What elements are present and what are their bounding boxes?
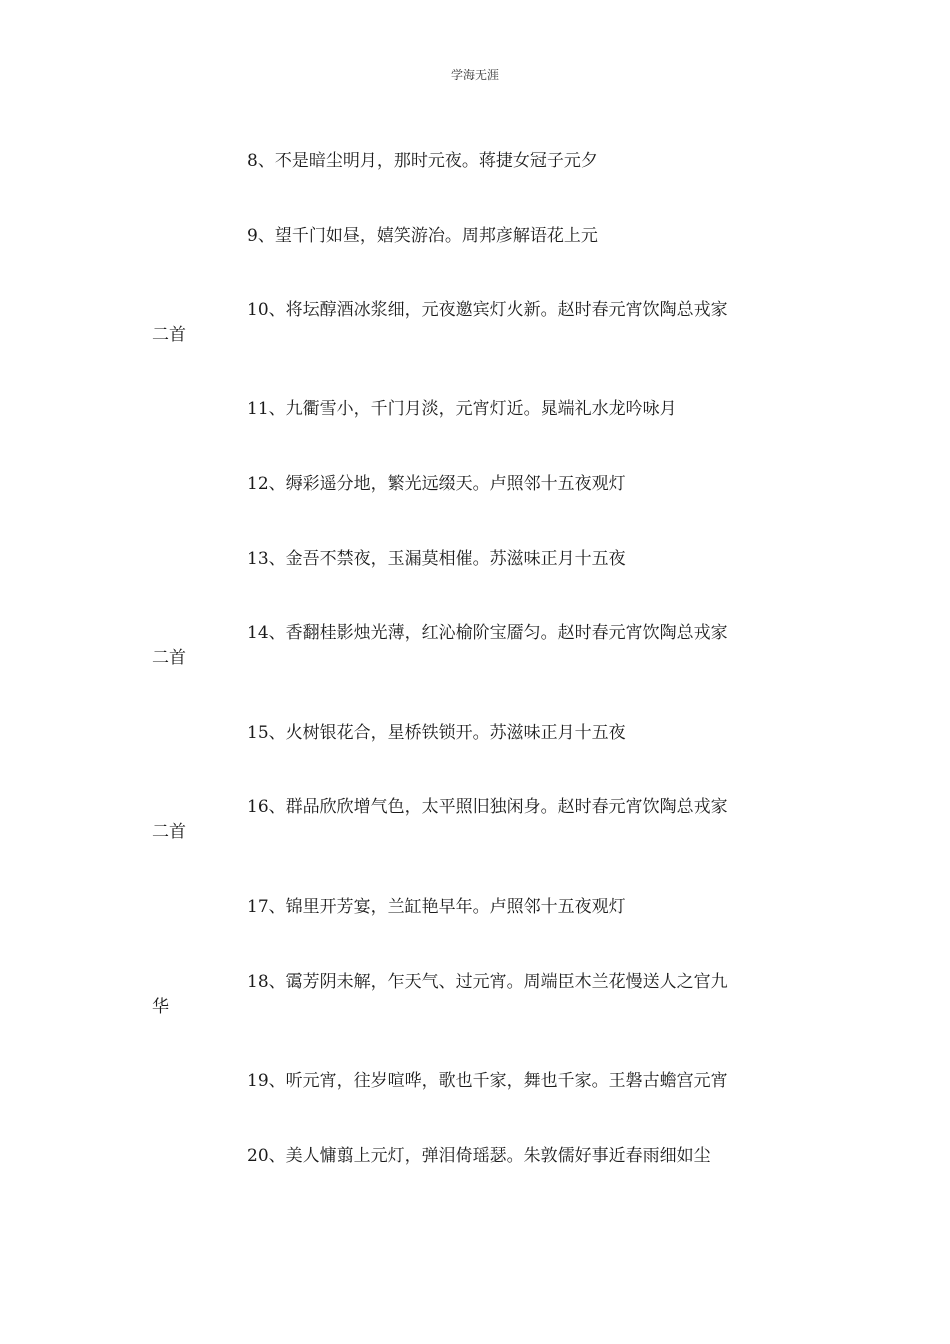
list-item (152, 224, 792, 249)
list-item (152, 397, 792, 422)
entry-line: 10、将坛醇酒冰浆细，元夜邀宾灯火新。赵时春元宵饮陶总戎家 (247, 300, 728, 320)
list-item (152, 895, 792, 920)
entry-line: 14、香翻桂影烛光薄，红沁榆阶宝靥匀。赵时春元宵饮陶总戎家 (247, 623, 728, 643)
entry-line: 17、锦里开芳宴，兰缸艳早年。卢照邻十五夜观灯 (247, 897, 626, 917)
entry-line: 18、霭芳阴未解，乍天气、过元宵。周端臣木兰花慢送人之官九 (247, 972, 728, 992)
entry-continuation: 二首 (152, 648, 186, 668)
list-item (152, 621, 792, 671)
entry-continuation: 二首 (152, 822, 186, 842)
list-item (152, 721, 792, 746)
entry-line: 9、望千门如昼，嬉笑游冶。周邦彦解语花上元 (247, 226, 598, 246)
list-item (152, 149, 792, 174)
list-item (152, 795, 792, 845)
entry-continuation: 二首 (152, 325, 186, 345)
list-item (152, 472, 792, 497)
list-item (152, 1144, 792, 1169)
entry-line: 12、缛彩遥分地，繁光远缀天。卢照邻十五夜观灯 (247, 474, 626, 494)
list-item (152, 298, 792, 348)
entry-line: 16、群品欣欣增气色，太平照旧独闲身。赵时春元宵饮陶总戎家 (247, 797, 728, 817)
entry-line: 8、不是暗尘明月，那时元夜。蒋捷女冠子元夕 (247, 151, 598, 171)
list-item (152, 970, 792, 1020)
entry-line: 13、金吾不禁夜，玉漏莫相催。苏滋味正月十五夜 (247, 549, 626, 569)
entry-line: 19、听元宵，往岁喧哗，歌也千家，舞也千家。王磐古蟾宫元宵 (247, 1071, 728, 1091)
entry-line: 11、九衢雪小，千门月淡，元宵灯近。晁端礼水龙吟咏月 (247, 399, 677, 419)
list-item (152, 1069, 792, 1094)
entry-line: 20、美人慵翦上元灯，弹泪倚瑶瑟。朱敦儒好事近春雨细如尘 (247, 1146, 711, 1166)
page-header: 学海无涯 (450, 68, 499, 82)
entry-continuation: 华 (152, 997, 169, 1017)
entry-line: 15、火树银花合，星桥铁锁开。苏滋味正月十五夜 (247, 723, 626, 743)
list-item (152, 547, 792, 572)
